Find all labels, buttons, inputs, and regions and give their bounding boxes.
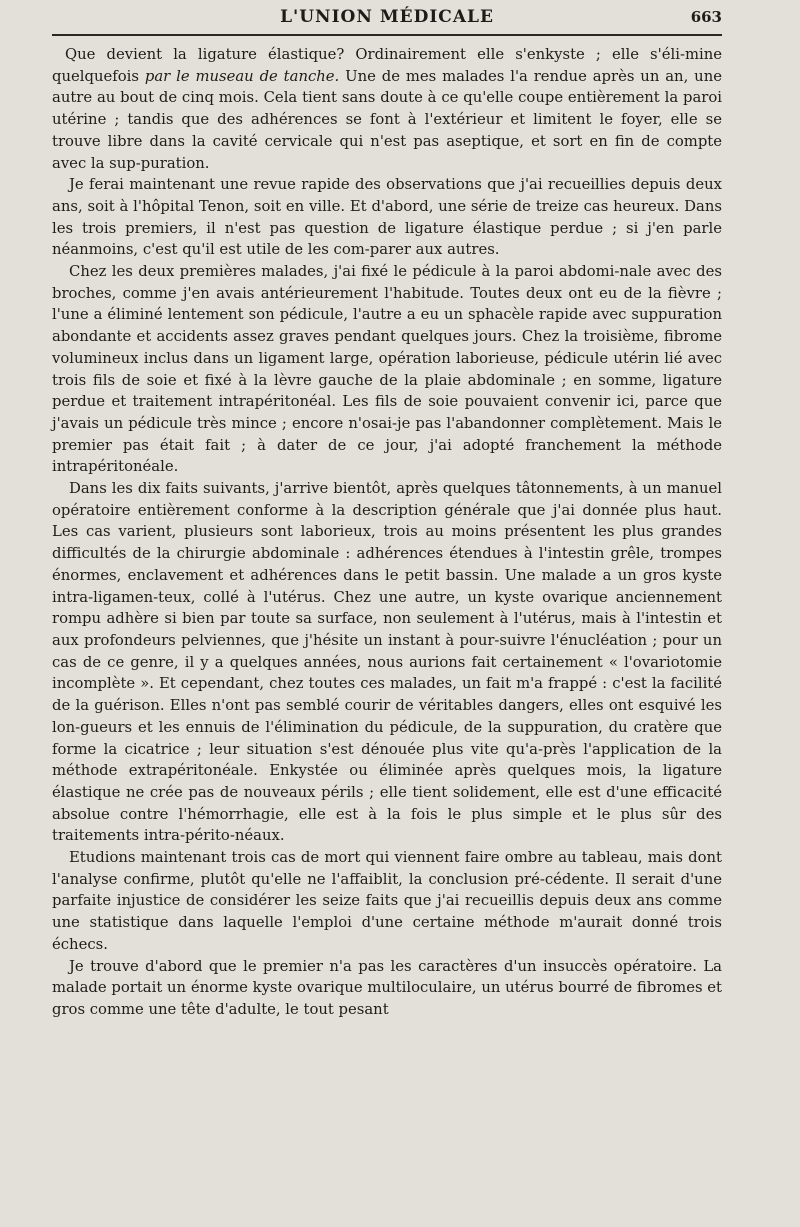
paragraph-ligature-fate (52, 44, 722, 174)
paragraph-first-death: Je trouve d'abord que le premier n'a pas les caractères d'un insuccès opératoire. La malade portait un énorme kyste ovarique multiloculaire, un utérus bourré de fibromes et gros comme une tête d'adulte, le tout pesant (52, 957, 722, 1018)
page-number: 663 (690, 8, 722, 26)
paragraph-first-patients: Chez les deux premières malades, j'ai fixé le pédicule à la paroi abdomi-nale avec des broches, comme j'en avais antérieurement l'habitude. Toutes deux ont eu de la fièvre ; l'une a éliminé lentement son pédicule, l'autre a eu un sphacèle rapide avec suppuration abondante et accidents assez graves pendant quelques jours. Chez la troisième, fibrome volumineux inclus dans un ligament large, opération laborieuse, pédicule utérin lié avec trois fils de soie et fixé à la lèvre gauche de la plaie abdominale ; en somme, ligature perdue et traitement intrapéritonéal. Les fils de soie pouvaient convenir ici, parce que j'avais un pédicule très mince ; encore n'osai-je pas l'abandonner complètement. Mais le premier pas était fait ; à dater de ce jour, j'ai adopté franchement la méthode intrapéritonéale. (52, 263, 722, 476)
running-title: L'UNION MÉDICALE (280, 7, 494, 27)
paragraph-text: Que devient la ligature élastique? Ordinairement elle s'enkyste ; elle s'éli-mine quelquefois (52, 46, 722, 85)
article-body (52, 44, 722, 1021)
paragraph-observations-review: Je ferai maintenant une revue rapide des observations que j'ai recueillies depuis deux ans, soit à l'hôpital Tenon, soit en ville. Et d'abord, une série de treize cas heureux. Dans les trois premiers, il n'est pas question de ligature élastique perdue ; si j'en parle néanmoins, c'est qu'il est utile de les com-parer aux autres. (52, 176, 722, 259)
paragraph-three-deaths: Etudions maintenant trois cas de mort qui viennent faire ombre au tableau, mais dont l'analyse confirme, plutôt qu'elle ne l'affaiblit, la conclusion pré-cédente. Il serait d'une parfaite injustice de considérer les seize faits que j'ai recueillis depuis deux ans comme une statistique dans laquelle l'emploi d'une certaine méthode m'aurait donné trois échecs. (52, 849, 722, 953)
page-header (52, 4, 722, 30)
header-rule (52, 34, 722, 36)
italic-phrase: par le museau de tanche. (144, 67, 340, 85)
paragraph-ten-cases: Dans les dix faits suivants, j'arrive bientôt, après quelques tâtonnements, à un manuel opératoire entièrement conforme à la description générale que j'ai donnée plus haut. Les cas varient, plusieurs sont laborieux, trois au moins présentent les plus grandes difficultés de la chirurgie abdominale : adhérences étendues à l'intestin grêle, trompes énormes, enclavement et adhérences dans le petit bassin. Une malade a un gros kyste intra-ligamen-teux, collé à l'utérus. Chez une autre, un kyste ovarique anciennement rompu adhère si bien par toute sa surface, non seulement à l'utérus, mais à l'intestin et aux profondeurs pelviennes, que j'hésite un instant à pour-suivre l'énucléation ; pour un cas de ce genre, il y a quelques années, nous aurions fait certainement « l'ovariotomie incomplète ». Et cependant, chez toutes ces malades, un fait m'a frappé : c'est la facilité de la guérison. Elles n'ont pas semblé courir de véritables dangers, elles ont esquivé les lon-gueurs et les ennuis de l'élimination du pédicule, de la suppuration, du cratère que forme la cicatrice ; leur situation s'est dénouée plus vite qu'a-près l'application de la méthode extrapéritonéale. Enkystée ou éliminée après quelques mois, la ligature élastique ne crée pas de nouveaux périls ; elle tient solidement, elle est d'une efficacité absolue contre l'hémorrhagie, elle est à la fois le plus simple et le plus sûr des traitements intra-périto-néaux. (52, 480, 722, 845)
paragraph-text: Une de mes malades l'a rendue après un an, une autre au bout de cinq mois. Cela tient sans doute à ce qu'elle coupe entièrement la paroi utérine ; tandis que des adhérences se font à l'extérieur et limitent le foyer, elle se trouve libre dans la cavité cervicale qui n'est pas aseptique, et sort en fin de compte avec la sup-puration. (52, 67, 722, 172)
